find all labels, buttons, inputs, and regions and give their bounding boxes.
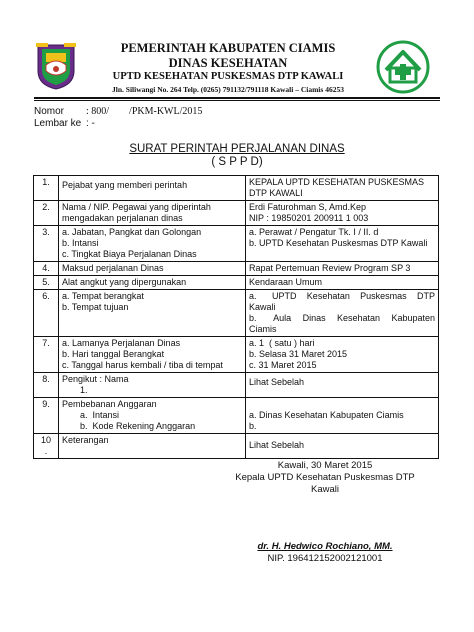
signature-position: Kepala UPTD Kesehatan Puskesmas DTP [235,472,415,483]
lembar-value: : - [86,118,95,129]
lembar-line [34,118,95,129]
row-value: Lihat Sebelah [246,373,439,398]
ciamis-emblem-icon [34,41,78,91]
row-label: Pembebanan Anggaran a. Intansi b. Kode Rekening Anggaran [59,398,246,434]
nomor-label: Nomor [34,106,65,117]
nomor-line [34,106,202,117]
sppd-table [33,175,439,459]
row-number: 3. [34,226,59,262]
row-label: Pejabat yang memberi perintah [59,176,246,201]
table-row [34,226,439,262]
table-row [34,262,439,276]
row-label: Pengikut : Nama 1. [59,373,246,398]
signature-place-date: Kawali, 30 Maret 2015 [277,460,373,471]
table-row [34,201,439,226]
row-label: Maksud perjalanan Dinas [59,262,246,276]
row-number: 2. [34,201,59,226]
row-label: a. Tempat berangkat b. Tempat tujuan [59,290,246,337]
table-row [34,398,439,434]
header-department: DINAS KESEHATAN [168,56,288,70]
table-row [34,434,439,459]
row-number: 1. [34,176,59,201]
row-number: 5. [34,276,59,290]
header-unit: UPTD KESEHATAN PUSKESMAS DTP KAWALI [112,71,344,82]
row-value: Erdi Faturohman S, Amd.Kep NIP : 19850201 200911 1 003 [246,201,439,226]
row-number: 10 . [34,434,59,459]
row-value: KEPALA UPTD KESEHATAN PUSKESMAS DTP KAWALI [246,176,439,201]
row-number: 6. [34,290,59,337]
row-label: a. Lamanya Perjalanan Dinas b. Hari tanggal Berangkat c. Tanggal harus kembali / tiba di tempat [59,337,246,373]
document-title: SURAT PERINTAH PERJALANAN DINAS [129,143,345,155]
header-address: Jln. Siliwangi No. 264 Telp. (0265) 791132/791118 Kawali – Ciamis 46253 [112,85,344,94]
row-label: a. Jabatan, Pangkat dan Golongan b. Intansi c. Tingkat Biaya Perjalanan Dinas [59,226,246,262]
header-rule-thick [34,97,440,99]
signatory-name: dr. H. Hedwico Rochiano, MM. [257,541,393,552]
row-value: a. Perawat / Pengatur Tk. I / II. d b. UPTD Kesehatan Puskesmas DTP Kawali [246,226,439,262]
table-row [34,290,439,337]
row-value: a. 1 ( satu ) hari b. Selasa 31 Maret 2015 c. 31 Maret 2015 [246,337,439,373]
row-number: 9. [34,398,59,434]
signature-position-line2: Kawali [311,484,339,495]
header-government: PEMERINTAH KABUPATEN CIAMIS [120,41,336,55]
row-value: Kendaraan Umum [246,276,439,290]
row-label: Keterangan [59,434,246,459]
table-row [34,373,439,398]
nomor-value: : 800/ /PKM-KWL/2015 [86,106,203,117]
row-label: Nama / NIP. Pegawai yang diperintah mengadakan perjalanan dinas [59,201,246,226]
row-value: Rapat Pertemuan Review Program SP 3 [246,262,439,276]
row-number: 7. [34,337,59,373]
puskesmas-logo-icon [376,40,430,94]
signatory-nip: NIP. 196412152002121001 [267,553,383,564]
row-label: Alat angkut yang dipergunakan [59,276,246,290]
header-rule-thin [34,100,440,101]
table-row [34,176,439,201]
row-value: a. Dinas Kesehatan Kabupaten Ciamis b. [246,398,439,434]
row-value: a. UPTD Kesehatan Puskesmas DTP Kawali b. Aula Dinas Kesehatan Kabupaten Ciamis [246,290,439,337]
row-number: 4. [34,262,59,276]
document-subtitle: ( S P P D) [211,156,263,168]
row-value: Lihat Sebelah [246,434,439,459]
row-number: 8. [34,373,59,398]
lembar-label: Lembar ke [34,118,82,129]
table-row [34,276,439,290]
table-row [34,337,439,373]
